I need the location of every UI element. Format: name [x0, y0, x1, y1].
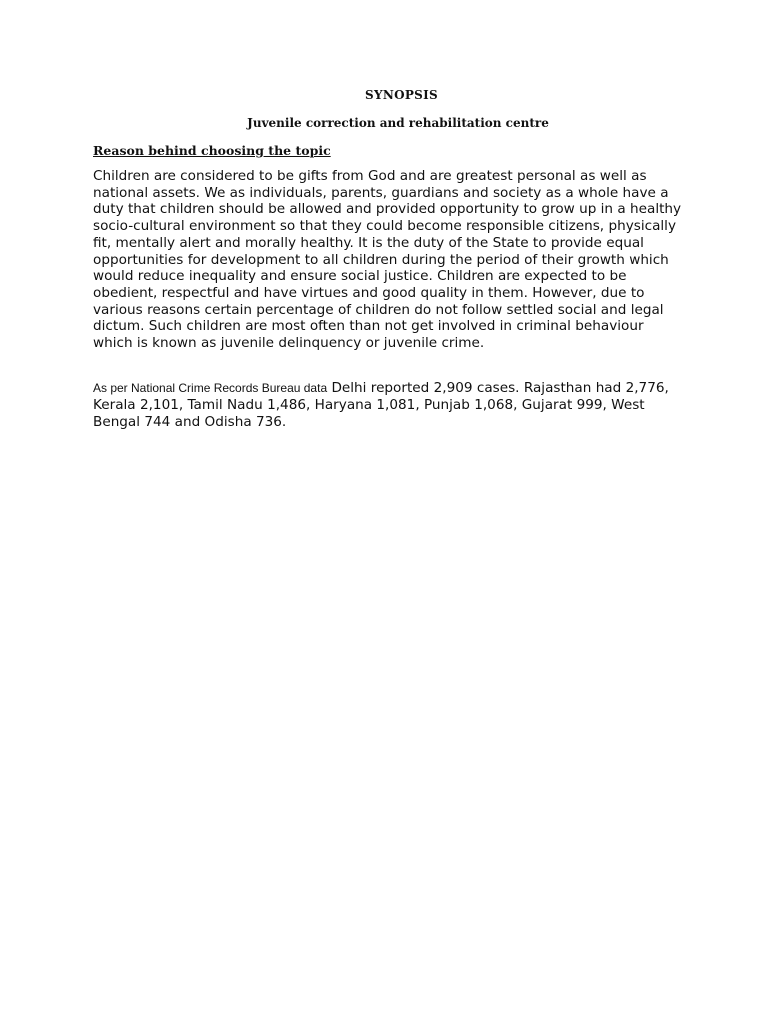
- statistics-text: Delhi reported 2,909 cases. Rajasthan had 2,776, Kerala 2,101, Tamil Nadu 1,486, Haryana 1,081, Punjab 1,068, Gujarat 999, West Bengal 744 and Odisha 736.: [93, 380, 669, 430]
- data-source-label: As per National Crime Records Bureau data: [93, 381, 328, 395]
- body-paragraph: Children are considered to be gifts from God and are greatest personal as well as national assets. We as individuals, parents, guardians and society as a whole have a duty that children should be allowed and provided opportunity to grow up in a healthy socio-cultural environment so that they could become responsible citizens, physically fit, mentally alert and morally healthy. It is the duty of the State to provide equal opportunities for development to all children during the period of their growth which would reduce inequality and ensure social justice. Children are expected to be obedient, respectful and have virtues and good quality in them. However, due to various reasons certain percentage of children do not follow settled social and legal dictum. Such children are most often than not get involved in criminal behaviour which is known as juvenile delinquency or juvenile crime.: [93, 168, 682, 352]
- document-title: SYNOPSIS: [364, 88, 439, 102]
- section-heading: Reason behind choosing the topic: [93, 143, 331, 158]
- statistics-paragraph: [93, 380, 685, 431]
- document-subtitle: Juvenile correction and rehabilitation centre: [247, 116, 549, 130]
